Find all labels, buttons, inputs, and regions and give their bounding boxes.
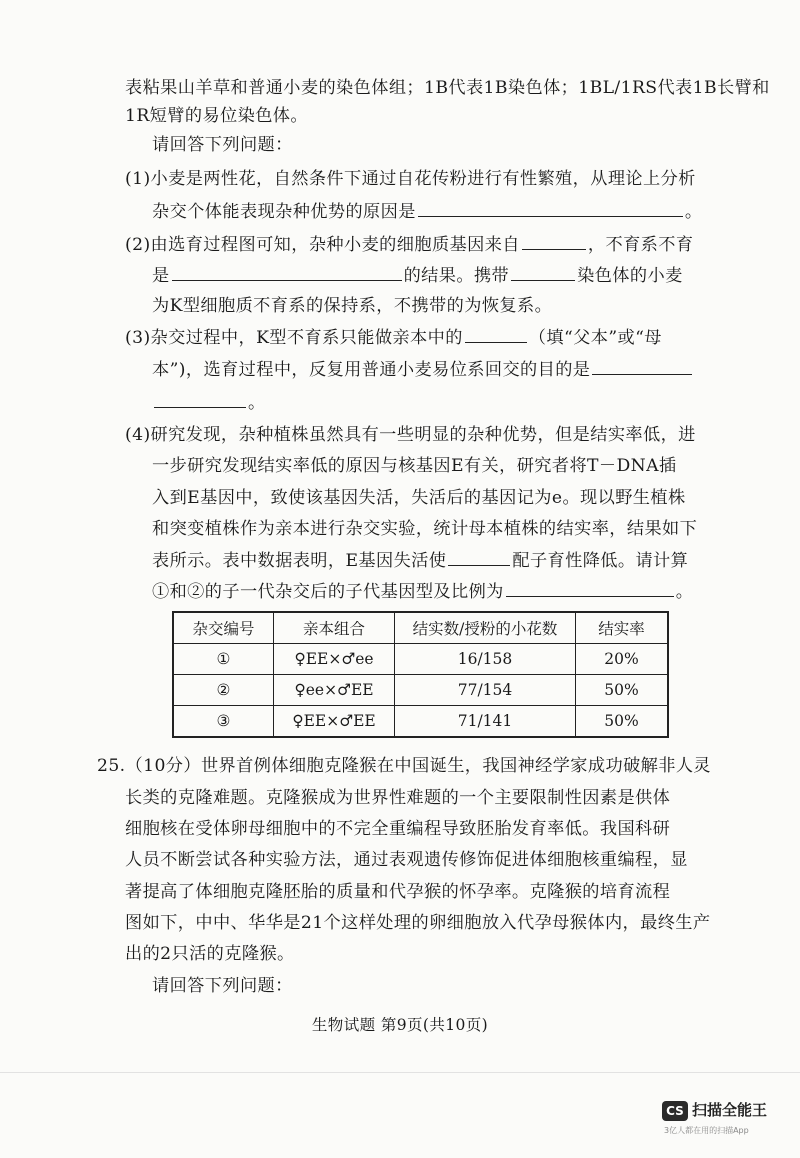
table-cell: ♀EE×♂EE	[274, 706, 395, 738]
column-header: 结实数/授粉的小花数	[395, 612, 576, 644]
text-line: 和突变植株作为亲本进行杂交实验，统计母本植株的结实率，结果如下	[152, 519, 698, 539]
column-header: 杂交编号	[173, 612, 274, 644]
text-line: 入到E基因中，致使该基因失活，失活后的基因记为e。现以野生植株	[152, 488, 686, 508]
question-2: (2)由选育过程图可知，杂种小麦的细胞质基因来自 ，不育系不育	[125, 232, 693, 257]
table-row	[173, 644, 668, 675]
answer-blank[interactable]	[592, 357, 692, 375]
table-cell: ①	[173, 644, 274, 675]
answer-blank[interactable]	[172, 263, 402, 281]
text-line: 表粘果山羊草和普通小麦的染色体组；1B代表1B染色体；1BL/1RS代表1B长臂和	[125, 78, 770, 98]
table-cell: 20%	[576, 644, 669, 675]
text-line: ①和②的子一代杂交后的子代基因型及比例为 。	[152, 579, 693, 604]
table-cell: ③	[173, 706, 274, 738]
divider	[0, 1072, 800, 1073]
watermark-name: 扫描全能王	[692, 1101, 768, 1119]
answer-blank[interactable]	[154, 390, 246, 408]
question-3: (3)杂交过程中，K型不育系只能做亲本中的 （填“父本”或“母	[125, 325, 662, 350]
cross-results-table	[172, 611, 669, 738]
table-cell: ♀ee×♂EE	[274, 675, 395, 706]
table-cell: 50%	[576, 675, 669, 706]
table-row	[173, 706, 668, 738]
text-line: 是 的结果。携带 染色体的小麦	[152, 263, 683, 288]
text-line: 请回答下列问题：	[152, 135, 293, 155]
text-line: 长类的克隆难题。克隆猴成为世界性难题的一个主要限制性因素是供体	[125, 788, 671, 808]
column-header: 亲本组合	[274, 612, 395, 644]
column-header: 结实率	[576, 612, 669, 644]
table-cell: ②	[173, 675, 274, 706]
question-25: 25.（10分）世界首例体细胞克隆猴在中国诞生，我国神经学家成功破解非人灵	[97, 756, 712, 776]
text-line: 著提高了体细胞克隆胚胎的质量和代孕猴的怀孕率。克隆猴的培育流程	[125, 882, 671, 902]
table-cell: ♀EE×♂ee	[274, 644, 395, 675]
text-line: 本”)，选育过程中，反复用普通小麦易位系回交的目的是	[152, 357, 694, 382]
table-header-row	[173, 612, 668, 644]
text-line: 一步研究发现结实率低的原因与核基因E有关，研究者将T－DNA插	[152, 456, 677, 476]
text-line: 细胞核在受体卵母细胞中的不完全重编程导致胚胎发育率低。我国科研	[125, 819, 671, 839]
table-cell: 77/154	[395, 675, 576, 706]
table-cell: 50%	[576, 706, 669, 738]
answer-blank[interactable]	[511, 263, 575, 281]
text-line: 人员不断尝试各种实验方法，通过表观遗传修饰促进体细胞核重编程，显	[125, 850, 688, 870]
answer-blank[interactable]	[522, 232, 586, 250]
answer-blank[interactable]	[418, 199, 683, 217]
answer-blank[interactable]	[506, 579, 674, 597]
text-line: 为K型细胞质不育系的保持系，不携带的为恢复系。	[152, 296, 553, 316]
text-line: 。	[152, 390, 266, 415]
question-1: (1)小麦是两性花，自然条件下通过自花传粉进行有性繁殖，从理论上分析	[125, 169, 696, 189]
text-line: 图如下，中中、华华是21个这样处理的卵细胞放入代孕母猴体内，最终生产	[125, 913, 711, 933]
watermark-tagline: 3亿人都在用的扫描App	[664, 1126, 749, 1135]
text-line: 1R短臂的易位染色体。	[125, 106, 308, 126]
text-line: 表所示。表中数据表明，E基因失活使 配子育性降低。请计算	[152, 548, 688, 573]
table-cell: 71/141	[395, 706, 576, 738]
text-line: 杂交个体能表现杂种优势的原因是 。	[152, 199, 702, 224]
page-footer: 生物试题 第9页(共10页)	[311, 1016, 489, 1034]
answer-blank[interactable]	[448, 548, 510, 566]
text-line: 请回答下列问题：	[152, 976, 293, 996]
cs-logo-icon: CS	[662, 1101, 688, 1121]
question-4: (4)研究发现，杂种植株虽然具有一些明显的杂种优势，但是结实率低，进	[125, 425, 696, 445]
text-line: 出的2只活的克隆猴。	[125, 944, 295, 964]
table-cell: 16/158	[395, 644, 576, 675]
answer-blank[interactable]	[465, 325, 527, 343]
table-row	[173, 675, 668, 706]
